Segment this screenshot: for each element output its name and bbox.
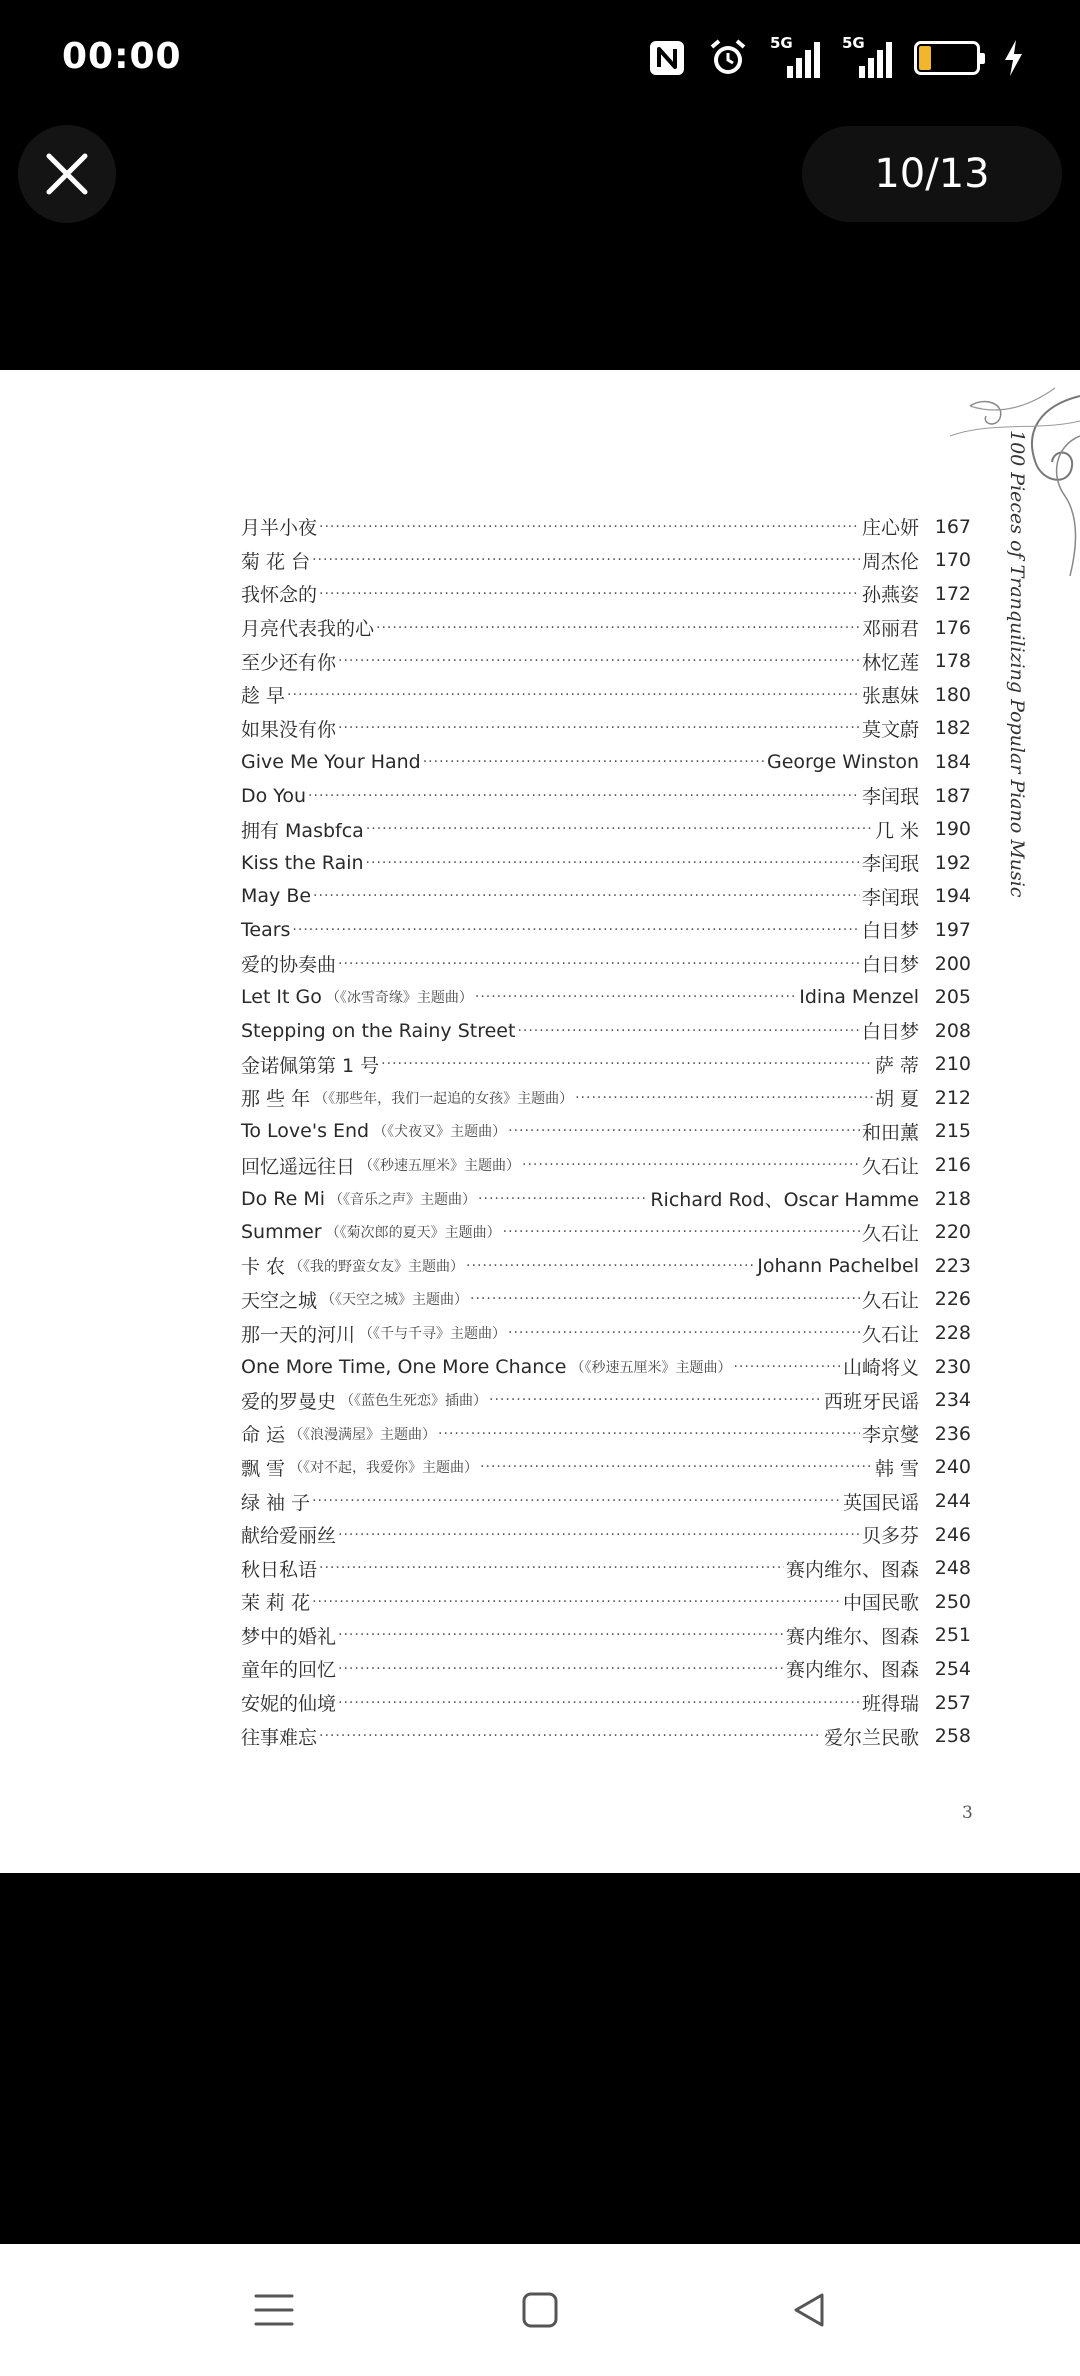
toc-subtitle: （《秒速五厘米》主题曲） (359, 1158, 521, 1175)
toc-entry (241, 577, 971, 611)
toc-title: Do You (241, 784, 307, 807)
toc-artist: Johann Pachelbel (757, 1254, 919, 1277)
back-icon (790, 2291, 826, 2329)
toc-leader-dots (287, 685, 860, 705)
home-icon (521, 2291, 559, 2329)
toc-subtitle: （《那些年，我们一起追的女孩》主题曲） (314, 1090, 574, 1107)
toc-artist: 西班牙民谣 (823, 1390, 919, 1413)
toc-artist: 爱尔兰民歌 (823, 1726, 919, 1749)
toc-leader-dots (478, 1189, 648, 1209)
toc-title: 菊 花 台 (241, 550, 311, 573)
toc-page-number: 230 (934, 1355, 971, 1378)
toc-leader-dots (313, 886, 860, 906)
toc-subtitle: （《天空之城》主题曲） (321, 1292, 469, 1309)
toc-artist: 几 米 (874, 819, 919, 842)
toc-artist: 中国民歌 (842, 1592, 919, 1615)
toc-title: 趁 早 (241, 685, 286, 708)
toc-leader-dots (292, 920, 860, 940)
toc-title: To Love's End (241, 1120, 370, 1143)
toc-page-number: 210 (934, 1053, 971, 1076)
toc-title: 那一天的河川 (241, 1323, 356, 1346)
toc-entry (241, 544, 971, 578)
toc-subtitle: （《冰雪奇缘》主题曲） (325, 990, 473, 1007)
battery-level: 9 (938, 43, 956, 71)
toc-leader-dots (338, 651, 860, 671)
toc-artist: 周杰伦 (861, 550, 919, 573)
toc-artist: 萨 蒂 (874, 1054, 919, 1077)
close-icon (45, 152, 89, 196)
toc-leader-dots (366, 853, 860, 873)
toc-leader-dots (508, 1121, 860, 1141)
toc-page-number: 190 (934, 818, 971, 841)
toc-title: Tears (241, 918, 291, 941)
side-title: 100 Pieces of Tranquilizing Popular Piano Music (1006, 430, 1028, 898)
toc-artist: 赛内维尔、图森 (785, 1558, 919, 1581)
status-time: 00:00 (62, 36, 182, 77)
toc-artist: 贝多芬 (861, 1525, 919, 1548)
toc-artist: 韩 雪 (874, 1457, 919, 1480)
toc-page-number: 250 (934, 1590, 971, 1613)
toc-title: 我怀念的 (241, 584, 318, 607)
toc-title: 天空之城 (241, 1289, 318, 1312)
toc-title: 献给爱丽丝 (241, 1525, 337, 1548)
toc-page-number: 258 (934, 1725, 971, 1748)
toc-page-number: 170 (934, 549, 971, 572)
toc-page-number: 208 (934, 1019, 971, 1042)
toc-title: Give Me Your Hand (241, 750, 421, 773)
toc-artist: 莫文蔚 (861, 718, 919, 741)
toc-title: Summer (241, 1221, 322, 1244)
toc-artist: 英国民谣 (842, 1491, 919, 1514)
toc-entry (241, 1014, 971, 1048)
toc-page-number: 257 (934, 1691, 971, 1714)
toc-title: 如果没有你 (241, 718, 337, 741)
toc-leader-dots (319, 584, 860, 604)
toc-title: 金诺佩第第 1 号 (241, 1054, 380, 1077)
toc-title: 月半小夜 (241, 517, 318, 540)
toc-title: 秋日私语 (241, 1558, 318, 1581)
toc-page-number: 248 (934, 1557, 971, 1580)
toc-leader-dots (319, 1726, 822, 1746)
toc-artist: 李京燮 (861, 1424, 919, 1447)
toc-entry (241, 1652, 971, 1686)
toc-entry (241, 1115, 971, 1149)
toc-title: 卡 农 (241, 1256, 286, 1279)
toc-leader-dots (338, 1659, 784, 1679)
toc-artist: 李闰珉 (861, 886, 919, 909)
alarm-icon (708, 38, 748, 78)
toc-page-number: 187 (934, 784, 971, 807)
toc-entry (241, 1551, 971, 1585)
toc-subtitle: （《千与千寻》主题曲） (359, 1326, 507, 1343)
toc-artist: 赛内维尔、图森 (785, 1659, 919, 1682)
toc-entry (241, 510, 971, 544)
toc-entry (241, 712, 971, 746)
toc-entry (241, 678, 971, 712)
toc-leader-dots (522, 1155, 860, 1175)
toc-leader-dots (312, 1592, 841, 1612)
toc-title: 回忆遥远往日 (241, 1155, 356, 1178)
toc-artist: 白日梦 (861, 1021, 919, 1044)
toc-leader-dots (489, 1390, 822, 1410)
toc-leader-dots (338, 1525, 860, 1545)
toc-artist: 班得瑞 (861, 1693, 919, 1716)
toc-entry (241, 1215, 971, 1249)
toc-subtitle: （《秒速五厘米》主题曲） (570, 1359, 732, 1376)
toc-entry (241, 1619, 971, 1653)
toc-entry (241, 1484, 971, 1518)
toc-entry (241, 1182, 971, 1216)
toc-page-number: 200 (934, 952, 971, 975)
toc-page-number: 254 (934, 1657, 971, 1680)
toc-entry (241, 1316, 971, 1350)
toc-entry (241, 1283, 971, 1317)
toc-subtitle: （《浪漫满屋》主题曲） (289, 1426, 437, 1443)
toc-entry (241, 1451, 971, 1485)
toc-page-number: 218 (934, 1187, 971, 1210)
toc-page-number: 176 (934, 616, 971, 639)
toc-leader-dots (338, 954, 860, 974)
toc-title: Let It Go (241, 986, 322, 1009)
toc-title: 那 些 年 (241, 1088, 311, 1111)
toc-title: 爱的协奏曲 (241, 954, 337, 977)
toc-page-number: 220 (934, 1221, 971, 1244)
battery-icon (914, 41, 980, 75)
toc-entry (241, 846, 971, 880)
toc-artist: 林忆莲 (861, 651, 919, 674)
toc-title: 爱的罗曼史 (241, 1390, 337, 1413)
toc-artist: 白日梦 (861, 920, 919, 943)
home-button[interactable] (510, 2280, 570, 2340)
document-page[interactable] (0, 370, 1080, 1873)
toc-subtitle: （《对不起，我爱你》主题曲） (289, 1460, 479, 1477)
toc-artist: 李闰珉 (861, 853, 919, 876)
toc-title: 茉 莉 花 (241, 1592, 311, 1615)
toc-page-number: 251 (934, 1624, 971, 1647)
back-button[interactable] (778, 2280, 838, 2340)
toc-subtitle: （《犬夜叉》主题曲） (373, 1124, 507, 1141)
toc-leader-dots (381, 1054, 873, 1074)
toc-entry (241, 644, 971, 678)
toc-entry (241, 1148, 971, 1182)
toc-leader-dots (575, 1088, 873, 1108)
toc-entry (241, 1719, 971, 1753)
toc-page-number: 236 (934, 1422, 971, 1445)
toc-subtitle: （《蓝色生死恋》插曲） (340, 1393, 488, 1410)
toc-entry (241, 880, 971, 914)
toc-title: 绿 袖 子 (241, 1491, 311, 1514)
toc-leader-dots (470, 1289, 860, 1309)
toc-subtitle: （《音乐之声》主题曲） (329, 1191, 477, 1208)
toc-entry (241, 913, 971, 947)
signal-icon (770, 34, 820, 78)
toc-artist: Idina Menzel (799, 986, 919, 1009)
toc-artist: 和田薰 (861, 1121, 919, 1144)
toc-title: One More Time, One More Chance (241, 1355, 567, 1378)
toc-leader-dots (423, 752, 765, 772)
toc-title: Do Re Mi (241, 1187, 326, 1210)
toc-title: 至少还有你 (241, 651, 337, 674)
signal-icon (842, 34, 892, 78)
toc-entry (241, 1518, 971, 1552)
toc-artist: 庄心妍 (861, 517, 919, 540)
toc-title: 童年的回忆 (241, 1659, 337, 1682)
nfc-icon (648, 39, 686, 77)
toc-leader-dots (480, 1457, 873, 1477)
toc-page-number: 167 (934, 515, 971, 538)
toc-artist: 久石让 (861, 1222, 919, 1245)
toc-entry (241, 1383, 971, 1417)
toc-entry (241, 947, 971, 981)
toc-subtitle: （《菊次郎的夏天》主题曲） (325, 1225, 501, 1242)
toc-page-number: 212 (934, 1086, 971, 1109)
close-button[interactable] (18, 125, 116, 223)
toc-leader-dots (319, 1558, 784, 1578)
menu-icon (254, 2292, 294, 2328)
toc-page-number: 228 (934, 1322, 971, 1345)
toc-artist: 张惠妹 (861, 685, 919, 708)
toc-page-number: 226 (934, 1288, 971, 1311)
toc-page-number: 194 (934, 885, 971, 908)
page-number: 3 (962, 1803, 973, 1823)
toc-artist: 赛内维尔、图森 (785, 1625, 919, 1648)
navigation-bar (0, 2244, 1080, 2376)
toc-title: 命 运 (241, 1424, 286, 1447)
toc-entry (241, 611, 971, 645)
toc-leader-dots (338, 718, 860, 738)
toc-page-number: 223 (934, 1254, 971, 1277)
toc-entry (241, 779, 971, 813)
toc-entry (241, 1350, 971, 1384)
toc-entry (241, 1585, 971, 1619)
toc-leader-dots (338, 1625, 784, 1645)
page-counter: 10/13 (802, 126, 1062, 222)
toc-title: Kiss the Rain (241, 851, 364, 874)
toc-artist: 孙燕姿 (861, 584, 919, 607)
toc-artist: 李闰珉 (861, 786, 919, 809)
toc-title: 飘 雪 (241, 1457, 286, 1480)
toc-leader-dots (733, 1357, 841, 1377)
toc-artist: 胡 夏 (874, 1088, 919, 1111)
toc-page-number: 215 (934, 1120, 971, 1143)
toc-artist: 邓丽君 (861, 618, 919, 641)
toc-leader-dots (466, 1256, 755, 1276)
toc-page-number: 246 (934, 1523, 971, 1546)
toc-entry (241, 745, 971, 779)
toc-subtitle: （《我的野蛮女友》主题曲） (289, 1258, 465, 1275)
toc-page-number: 178 (934, 650, 971, 673)
toc-title: May Be (241, 885, 312, 908)
toc-leader-dots (312, 550, 860, 570)
toc-page-number: 197 (934, 918, 971, 941)
toc-artist: 久石让 (861, 1289, 919, 1312)
toc-artist: 久石让 (861, 1155, 919, 1178)
recents-button[interactable] (244, 2280, 304, 2340)
toc-entry (241, 1417, 971, 1451)
status-bar (0, 0, 1080, 120)
toc-artist: George Winston (766, 750, 919, 773)
toc-artist: 白日梦 (861, 954, 919, 977)
toc-leader-dots (438, 1424, 860, 1444)
toc-title: 梦中的婚礼 (241, 1625, 337, 1648)
toc-leader-dots (376, 618, 860, 638)
toc-artist: 久石让 (861, 1323, 919, 1346)
toc-artist: 山崎将义 (842, 1357, 919, 1380)
status-icons (648, 36, 1024, 80)
toc-entry (241, 1249, 971, 1283)
charging-icon (1002, 39, 1024, 77)
toc-page-number: 244 (934, 1490, 971, 1513)
toc-page-number: 192 (934, 851, 971, 874)
toc-title: 拥有 Masbfca (241, 819, 364, 842)
network-type-2: 5G (842, 34, 865, 52)
toc-entry (241, 812, 971, 846)
toc-page-number: 184 (934, 750, 971, 773)
toc-leader-dots (366, 819, 873, 839)
toc-entry (241, 1686, 971, 1720)
toc-entry (241, 980, 971, 1014)
toc-leader-dots (308, 786, 860, 806)
toc-leader-dots (503, 1222, 860, 1242)
toc-entry (241, 1048, 971, 1082)
toc-title: Stepping on the Rainy Street (241, 1019, 516, 1042)
toc-title: 月亮代表我的心 (241, 618, 375, 641)
toc-page-number: 240 (934, 1456, 971, 1479)
table-of-contents (241, 510, 971, 1753)
toc-entry (241, 1081, 971, 1115)
toc-leader-dots (508, 1323, 860, 1343)
toc-page-number: 234 (934, 1389, 971, 1412)
toc-leader-dots (312, 1491, 841, 1511)
toc-page-number: 216 (934, 1154, 971, 1177)
toc-artist: Richard Rod、Oscar Hamme (650, 1189, 919, 1212)
toc-page-number: 205 (934, 986, 971, 1009)
toc-page-number: 182 (934, 717, 971, 740)
toc-leader-dots (475, 987, 797, 1007)
toc-title: 往事难忘 (241, 1726, 318, 1749)
toc-leader-dots (517, 1021, 860, 1041)
toc-page-number: 180 (934, 683, 971, 706)
toc-title: 安妮的仙境 (241, 1693, 337, 1716)
toc-leader-dots (338, 1693, 860, 1713)
toc-leader-dots (319, 517, 860, 537)
network-type-1: 5G (770, 34, 793, 52)
toc-page-number: 172 (934, 582, 971, 605)
